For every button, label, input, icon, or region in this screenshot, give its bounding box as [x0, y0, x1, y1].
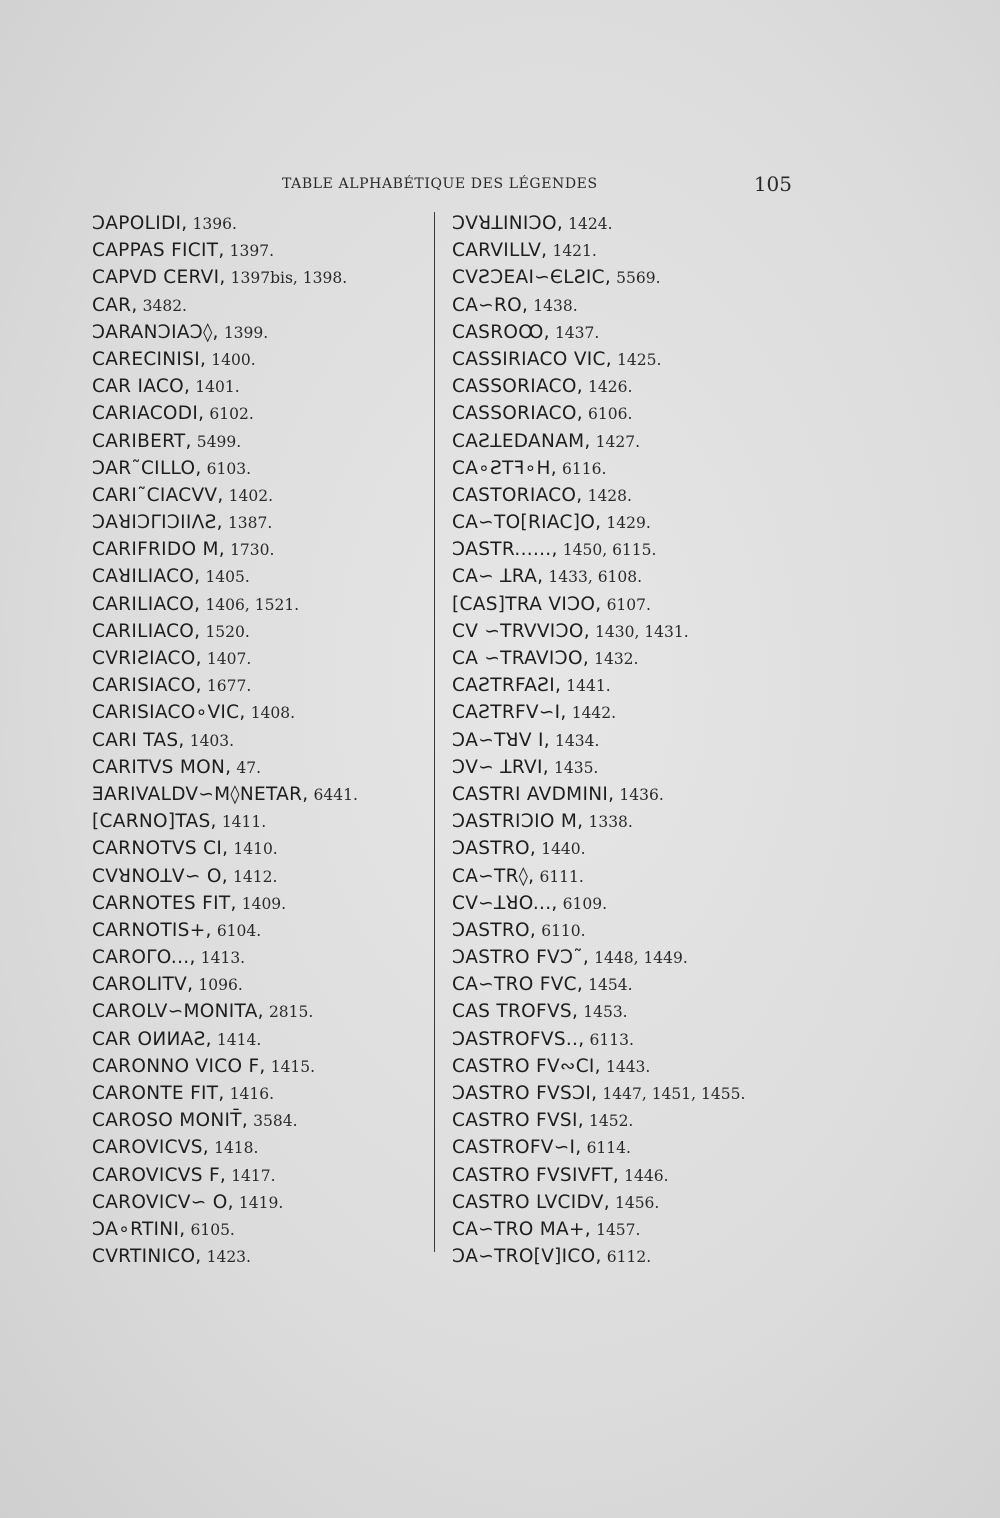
legend-entry: [452, 319, 797, 346]
legend-text: CARILIACO,: [92, 593, 201, 615]
reference-numbers: 1443.: [605, 1057, 651, 1076]
legend-text: CASSORIACO,: [452, 376, 583, 398]
legend-text: CARNOTES FIT,: [92, 892, 237, 914]
legend-text: CARECINISI,: [92, 348, 207, 370]
legend-text: ꓛASTRO FVSꓛI,: [452, 1083, 598, 1104]
reference-numbers: 1412.: [233, 867, 278, 886]
legend-entry: [92, 210, 437, 237]
legend-text: CAROΓO...,: [92, 947, 196, 969]
reference-numbers: 6103.: [206, 459, 252, 478]
reference-numbers: 1414.: [216, 1030, 262, 1049]
reference-numbers: 1454.: [588, 976, 633, 995]
reference-numbers: 1417.: [231, 1166, 276, 1185]
right-column: [452, 210, 797, 1270]
reference-numbers: 6107.: [606, 595, 651, 614]
legend-entry: [452, 237, 797, 264]
legend-entry: [452, 1216, 797, 1243]
legend-text: ꓛAꓤIꓛΓIꓛIIΛƧ,: [92, 512, 223, 534]
legend-text: CA∘ƧTꟻ∘H,: [452, 457, 557, 479]
reference-numbers: 1401.: [195, 378, 240, 397]
legend-text: CVꓤNOꓕV∽ O,: [92, 865, 228, 887]
reference-numbers: 6105.: [190, 1220, 235, 1239]
reference-numbers: 1438.: [533, 296, 578, 315]
legend-text: CARONNO VICO F,: [92, 1055, 266, 1077]
reference-numbers: 1426.: [588, 378, 633, 397]
legend-entry: [452, 509, 797, 536]
legend-entry: [92, 1189, 437, 1216]
legend-entry: [452, 998, 797, 1025]
legend-text: ƎARIVALDV∽M◊NETAR,: [92, 783, 309, 805]
legend-text: CA∽ ꓕRA,: [452, 566, 544, 588]
legend-text: CA ∽TRAVIƆO,: [452, 648, 589, 669]
legend-text: ꓛASTRO,: [452, 838, 537, 860]
legend-entry: [92, 346, 437, 373]
reference-numbers: 1677.: [206, 677, 252, 696]
legend-entry: [452, 917, 797, 944]
legend-entry: [452, 536, 797, 563]
legend-entry: [452, 1053, 797, 1080]
legend-entry: [452, 373, 797, 400]
reference-numbers: 1520.: [205, 622, 250, 641]
legend-text: CASꓔRO FVSIVFT,: [452, 1164, 620, 1186]
legend-entry: [92, 482, 437, 509]
reference-numbers: 1400.: [211, 350, 256, 369]
reference-numbers: 5499.: [196, 432, 242, 451]
legend-entry: [452, 346, 797, 373]
legend-entry: [452, 727, 797, 754]
reference-numbers: 1415.: [270, 1057, 316, 1076]
reference-numbers: 1411.: [221, 813, 267, 832]
legend-text: ꓛASTROFVS..,: [452, 1028, 585, 1050]
reference-numbers: 6113.: [589, 1030, 634, 1049]
legend-entry: [452, 1026, 797, 1053]
legend-text: CAR OИИAƧ,: [92, 1028, 212, 1050]
legend-entry: [92, 292, 437, 319]
reference-numbers: 6102.: [209, 405, 254, 424]
legend-text: CA∽TRO MA+,: [452, 1218, 591, 1240]
legend-entry: [452, 591, 797, 618]
legend-text: ꓛASTRO FVꓛ˜,: [452, 947, 590, 969]
legend-text: CVRTINICO,: [92, 1246, 202, 1268]
reference-numbers: 1428.: [587, 486, 632, 505]
legend-text: CARIFRIDO M,: [92, 539, 225, 561]
legend-text: ꓛARANꓛIAꓛ◊,: [92, 321, 219, 343]
legend-text: CV ∽TRVVIƆO,: [452, 620, 590, 642]
legend-entry: [92, 645, 437, 672]
legend-text: CASꓔROFV∽I,: [452, 1137, 582, 1159]
reference-numbers: 1434.: [555, 731, 600, 750]
legend-entry: [452, 1189, 797, 1216]
legend-entry: [92, 1026, 437, 1053]
legend-entry: [92, 944, 437, 971]
reference-numbers: 1448, 1449.: [594, 949, 688, 968]
reference-numbers: 6111.: [539, 867, 584, 886]
reference-numbers: 1418.: [214, 1139, 259, 1158]
reference-numbers: 6441.: [313, 785, 358, 804]
legend-text: CARITVS MON,: [92, 756, 232, 778]
legend-text: CARISIACO∘VIC,: [92, 702, 246, 724]
legend-entry: [452, 210, 797, 237]
reference-numbers: 1432.: [594, 650, 639, 668]
legend-entry: [452, 264, 797, 291]
reference-numbers: 1447, 1451, 1455.: [602, 1085, 746, 1103]
reference-numbers: 1419.: [238, 1193, 284, 1212]
reference-numbers: 1407.: [206, 650, 252, 668]
reference-numbers: 1436.: [619, 785, 664, 804]
reference-numbers: 2815.: [268, 1003, 314, 1022]
legend-text: ꓛASTRO,: [452, 919, 537, 941]
legend-entry: [92, 319, 437, 346]
reference-numbers: 1433, 6108.: [548, 568, 643, 587]
reference-numbers: 1456.: [614, 1193, 660, 1212]
legend-text: CAROVICV∽ O,: [92, 1191, 234, 1213]
legend-entry: [92, 428, 437, 455]
legend-entry: [452, 1162, 797, 1189]
reference-numbers: 6116.: [562, 459, 607, 478]
reference-numbers: 1405.: [205, 568, 250, 587]
legend-text: ꓛASTRIꓛIO M,: [452, 811, 584, 833]
legend-entry: [92, 917, 437, 944]
legend-entry: [452, 1243, 797, 1270]
legend-entry: [452, 835, 797, 862]
legend-text: CASROꝎ,: [452, 321, 550, 343]
reference-numbers: 1453.: [583, 1003, 628, 1022]
legend-entry: [92, 699, 437, 726]
legend-entry: [92, 1243, 437, 1270]
page-number: 105: [753, 172, 792, 196]
legend-entry: [92, 1216, 437, 1243]
reference-numbers: 1442.: [571, 704, 617, 723]
legend-text: CAƧTRFV∽I,: [452, 702, 567, 724]
legend-text: CASTRO FV∾CI,: [452, 1055, 601, 1077]
legend-text: [CAS]TRA VIꓛO,: [452, 593, 602, 615]
reference-numbers: 1409.: [241, 894, 287, 913]
legend-entry: [92, 971, 437, 998]
legend-entry: [452, 1080, 797, 1107]
legend-text: CAROVICVS F,: [92, 1164, 227, 1186]
legend-text: CAROSO MONIT̄,: [92, 1110, 249, 1132]
reference-numbers: 6114.: [586, 1139, 631, 1158]
reference-numbers: 1397bis, 1398.: [230, 269, 348, 288]
reference-numbers: 1397.: [229, 242, 275, 261]
reference-numbers: 1402.: [228, 486, 274, 505]
legend-entry: [452, 428, 797, 455]
legend-entry: [452, 781, 797, 808]
legend-entry: [452, 292, 797, 319]
legend-text: ꓛASTR......,: [452, 539, 558, 561]
reference-numbers: 3482.: [142, 296, 187, 315]
reference-numbers: 1435.: [553, 758, 599, 777]
reference-numbers: 1446.: [624, 1166, 669, 1185]
legend-entry: [92, 808, 437, 835]
reference-numbers: 1429.: [606, 514, 651, 533]
legend-text: CAROLITV,: [92, 974, 194, 996]
legend-text: ꓛVꓤꓕINIꓛO,: [452, 213, 564, 234]
legend-text: CA∽TR◊,: [452, 865, 535, 887]
reference-numbers: 1441.: [566, 677, 611, 696]
legend-text: CARIBERT,: [92, 430, 192, 452]
reference-numbers: 6104.: [216, 921, 262, 940]
reference-numbers: 1430, 1431.: [595, 622, 689, 641]
legend-text: CARNOTVS CI,: [92, 838, 229, 860]
reference-numbers: 1096.: [198, 976, 243, 995]
reference-numbers: 6112.: [606, 1248, 652, 1267]
legend-entry: [452, 890, 797, 917]
reference-numbers: 6110.: [541, 921, 586, 940]
legend-entry: [92, 754, 437, 781]
legend-entry: [92, 400, 437, 427]
legend-entry: [452, 754, 797, 781]
legend-entry: [452, 1134, 797, 1161]
legend-entry: [92, 998, 437, 1025]
legend-text: CAPVD CERVI,: [92, 267, 226, 289]
legend-entry: [92, 536, 437, 563]
legend-entry: [92, 1080, 437, 1107]
legend-entry: [92, 1053, 437, 1080]
column-divider: [434, 212, 435, 1252]
reference-numbers: 6106.: [588, 405, 633, 424]
reference-numbers: 1452.: [588, 1112, 634, 1131]
legend-entry: [452, 971, 797, 998]
legend-entry: [92, 264, 437, 291]
legend-text: CASSORIACO,: [452, 403, 583, 425]
reference-numbers: 6109.: [562, 894, 608, 913]
legend-entry: [92, 672, 437, 699]
reference-numbers: 1450, 6115.: [562, 541, 657, 560]
reference-numbers: 1730.: [230, 541, 275, 560]
legend-text: ꓛV∽ ꓕRVI,: [452, 756, 549, 778]
legend-text: CASTRO LVCIDV,: [452, 1191, 610, 1213]
reference-numbers: 1406, 1521.: [205, 595, 300, 614]
legend-text: ꓛA∽TRO[V]ICO,: [452, 1246, 602, 1268]
legend-entry: [92, 890, 437, 917]
reference-numbers: 3584.: [253, 1112, 298, 1131]
legend-text: ꓛAR˜CILLO,: [92, 457, 202, 479]
legend-text: CARVILLV,: [452, 240, 548, 262]
left-column: [92, 210, 437, 1270]
legend-entry: [452, 672, 797, 699]
legend-text: CVRIƧIACO,: [92, 648, 202, 669]
legend-entry: [92, 591, 437, 618]
reference-numbers: 1421.: [552, 242, 597, 261]
legend-entry: [92, 563, 437, 590]
legend-text: [CARNO]TAS,: [92, 811, 217, 833]
legend-text: CAROVICVS,: [92, 1137, 209, 1159]
legend-text: CARI TAS,: [92, 729, 185, 751]
legend-text: CAR,: [92, 294, 138, 316]
legend-entry: [92, 373, 437, 400]
legend-text: CAꓤILIACO,: [92, 566, 201, 588]
legend-entry: [92, 835, 437, 862]
legend-entry: [452, 563, 797, 590]
legend-entry: [452, 944, 797, 971]
legend-entry: [452, 618, 797, 645]
legend-entry: [92, 618, 437, 645]
reference-numbers: 1403.: [189, 731, 235, 750]
reference-numbers: 1408.: [250, 704, 296, 723]
legend-text: ꓛAPOLIDI,: [92, 213, 188, 234]
legend-text: CAPPAS FICIT,: [92, 240, 225, 262]
legend-entry: [452, 455, 797, 482]
reference-numbers: 1399.: [223, 323, 269, 342]
legend-text: CAR IACO,: [92, 376, 191, 398]
reference-numbers: 1424.: [568, 215, 613, 233]
legend-entry: [92, 1162, 437, 1189]
legend-text: CA∽RO,: [452, 294, 529, 316]
legend-entry: [92, 1134, 437, 1161]
legend-text: CARONTE FIT,: [92, 1083, 225, 1104]
legend-entry: [452, 1107, 797, 1134]
legend-entry: [452, 863, 797, 890]
reference-numbers: 1387.: [227, 514, 273, 533]
legend-entry: [92, 237, 437, 264]
legend-text: CARI˜CIACVV,: [92, 484, 224, 506]
legend-text: CARNOTIS+,: [92, 919, 212, 941]
legend-entry: [452, 482, 797, 509]
reference-numbers: 1437.: [554, 323, 600, 342]
reference-numbers: 1423.: [206, 1248, 251, 1267]
legend-text: CASTRI AVDMINI,: [452, 783, 615, 805]
reference-numbers: 47.: [236, 758, 262, 777]
legend-text: CA∽TO[RIAC]O,: [452, 512, 602, 534]
reference-numbers: 1338.: [588, 813, 633, 832]
reference-numbers: 1440.: [541, 840, 586, 859]
legend-text: CAƧꓕEDANAM,: [452, 430, 591, 452]
reference-numbers: 5569.: [616, 269, 661, 288]
legend-entry: [452, 699, 797, 726]
legend-text: CASTORIACO,: [452, 484, 583, 506]
reference-numbers: 1410.: [233, 840, 278, 859]
legend-entry: [92, 455, 437, 482]
legend-text: CV∽ꓕꓤO...,: [452, 892, 558, 914]
legend-text: CARILIACO,: [92, 620, 201, 642]
legend-text: CAƧTRFAƧI,: [452, 675, 562, 697]
legend-text: CARIACODI,: [92, 403, 205, 425]
legend-entry: [92, 727, 437, 754]
reference-numbers: 1416.: [229, 1085, 275, 1103]
legend-text: CAROLV∽MONITA,: [92, 1001, 264, 1023]
legend-entry: [92, 1107, 437, 1134]
running-header: [90, 172, 790, 202]
legend-entry: [452, 400, 797, 427]
header-title: TABLE ALPHABÉTIQUE DES LÉGENDES: [282, 176, 598, 192]
reference-numbers: 1413.: [200, 949, 246, 968]
legend-entry: [452, 645, 797, 672]
legend-entry: [92, 509, 437, 536]
legend-text: CAS TROFVS,: [452, 1001, 579, 1023]
legend-text: CA∽TRO FVC,: [452, 974, 584, 996]
legend-text: CASTRO FVSI,: [452, 1110, 584, 1132]
legend-text: CARISIACO,: [92, 675, 202, 697]
legend-text: ꓛA∘RTINI,: [92, 1218, 186, 1240]
legend-entry: [92, 781, 437, 808]
reference-numbers: 1396.: [192, 215, 237, 233]
reference-numbers: 1425.: [617, 350, 662, 369]
legend-text: CASSIRIACO VIC,: [452, 348, 612, 370]
reference-numbers: 1427.: [595, 432, 640, 451]
legend-text: ꓛA∽TꓤV I,: [452, 729, 550, 751]
legend-entry: [452, 808, 797, 835]
reference-numbers: 1457.: [596, 1220, 641, 1239]
legend-entry: [92, 863, 437, 890]
legend-text: CVƧꓛEAI∽ЄLƧIC,: [452, 267, 612, 289]
